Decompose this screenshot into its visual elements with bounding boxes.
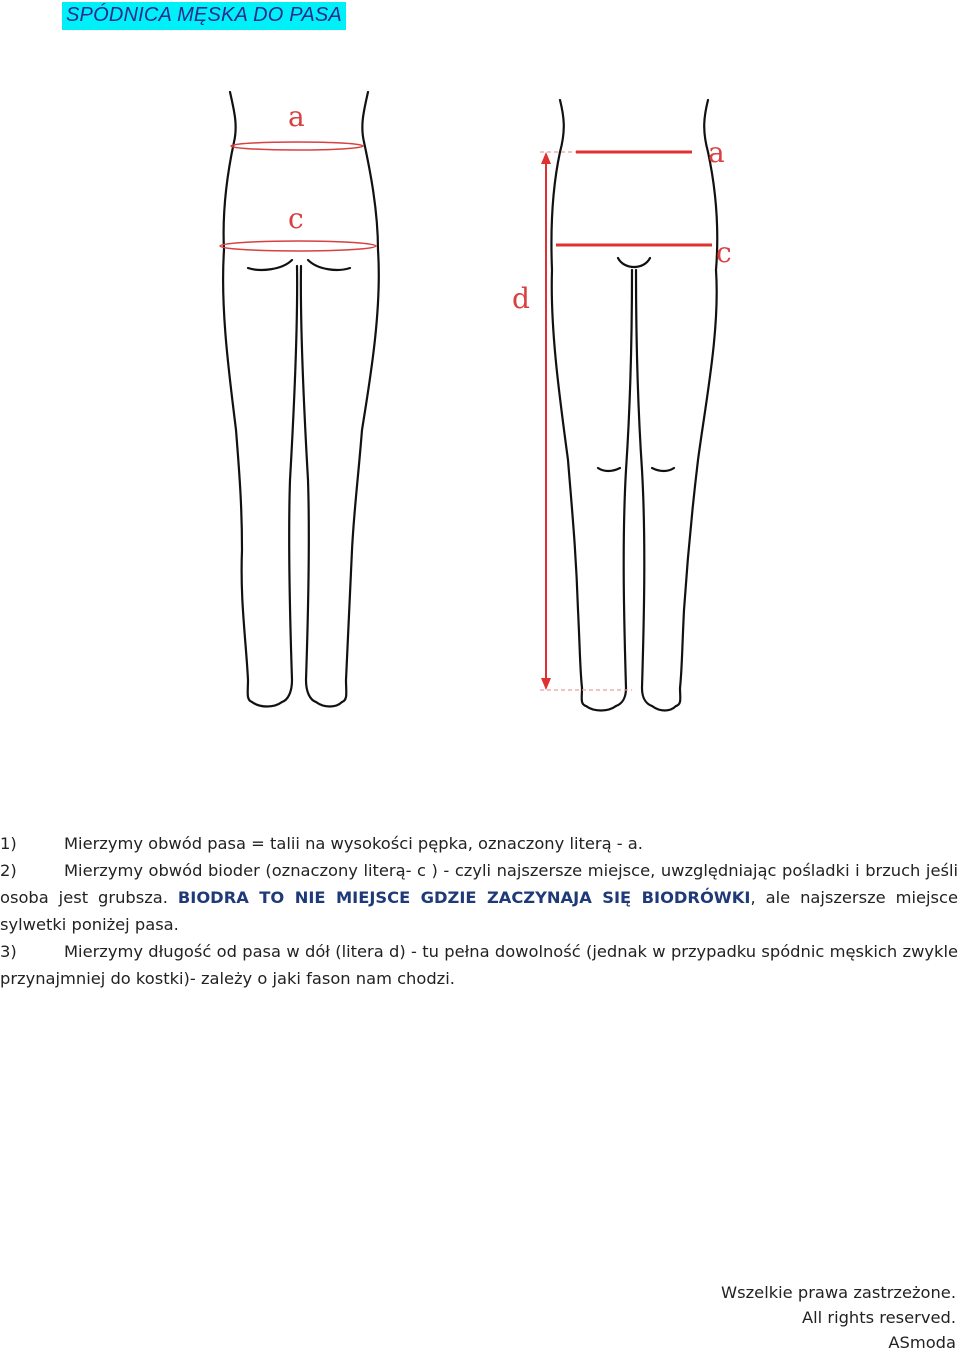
label-c: c (288, 202, 304, 235)
length-arrow-bottom (541, 678, 551, 690)
footer-line-2: All rights reserved. (802, 1308, 956, 1327)
buttocks-right (308, 260, 350, 270)
instruction-3-text: Mierzymy długość od pasa w dół (litera d) - tu pełna dowolność (jednak w przypadku spódnic męskich zwykle przynajmniej do kostki)- zależy o jaki fason nam chodzi. (0, 942, 958, 988)
knee-left (598, 468, 620, 471)
waist-ring (231, 142, 363, 150)
instruction-2 (0, 857, 958, 938)
right-outer-contour (342, 92, 379, 702)
inner-leg-left (282, 266, 297, 702)
front-foot-left (586, 706, 616, 711)
foot-right (316, 702, 342, 707)
footer-line-3: ASmoda (888, 1333, 956, 1352)
instruction-2-after: , ale najszersze miejsce sylwetki poniżej pasa. (0, 888, 959, 934)
hip-ring (220, 241, 376, 251)
groin-curve (618, 258, 650, 267)
leg-diagram-back (200, 80, 450, 720)
instruction-1 (0, 830, 958, 857)
label-a-front: a (708, 136, 725, 169)
front-right-contour (676, 100, 717, 706)
knee-right (652, 468, 674, 471)
left-outer-contour (223, 92, 252, 702)
length-arrow-top (541, 152, 551, 164)
label-d: d (512, 282, 530, 315)
instruction-2-bold: BIODRA TO NIE MIEJSCE GDZIE ZACZYNAJA SIĘ BIODRÓWKI (177, 888, 751, 907)
instruction-1-text: Mierzymy obwód pasa = talii na wysokości pępka, oznaczony literą - a. (64, 834, 643, 853)
inner-leg-right (301, 266, 316, 702)
front-foot-right (652, 706, 676, 711)
label-c-front: c (716, 236, 732, 269)
page-title: SPÓDNICA MĘSKA DO PASA (62, 2, 346, 30)
instruction-2-text: Mierzymy obwód bioder (oznaczony literą- c ) - czyli najszersze miejsce, uwzględniając pośladki i brzuch jeśli osoba jest grubsza. (0, 861, 958, 907)
buttocks-left (248, 260, 292, 270)
instruction-2-number: 2) (0, 861, 17, 880)
leg-diagram-front (512, 80, 770, 720)
instruction-3 (0, 938, 958, 992)
foot-left (252, 702, 282, 707)
footer-line-1: Wszelkie prawa zastrzeżone. (721, 1283, 956, 1302)
instruction-1-number: 1) (0, 834, 17, 853)
measurement-instructions (0, 830, 958, 992)
copyright-footer (721, 1280, 956, 1355)
front-inner-right (636, 270, 652, 706)
front-left-contour (551, 100, 586, 706)
instruction-3-number: 3) (0, 942, 17, 961)
label-a: a (288, 100, 305, 133)
front-inner-left (616, 270, 632, 706)
